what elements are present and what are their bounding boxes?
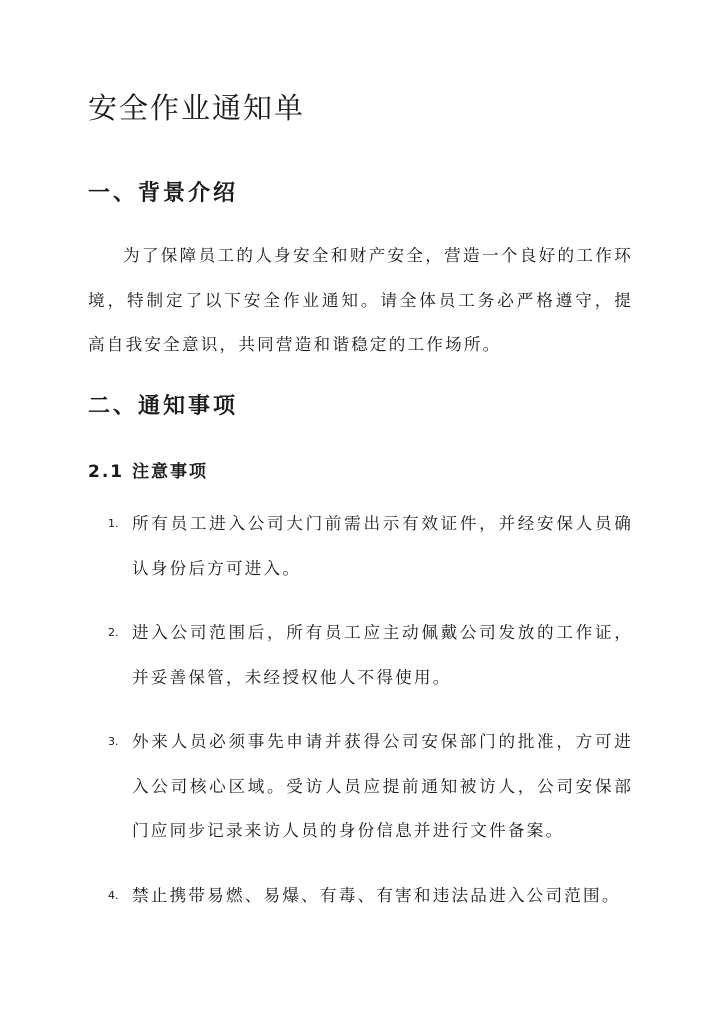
list-item-text: 外来人员必须事先申请并获得公司安保部门的批准，方可进入公司核心区域。受访人员应提前通知被访人，公司安保部门应同步记录来访人员的身份信息并进行文件备案。 — [132, 732, 633, 840]
list-item-number: 2. — [108, 626, 119, 639]
list-item — [88, 720, 633, 854]
list-item — [88, 502, 633, 591]
subsection-heading-precautions: 2.1 注意事项 — [88, 462, 209, 482]
section-heading-notice-items: 二、通知事项 — [88, 394, 239, 419]
list-item — [88, 611, 633, 700]
list-item-number: 3. — [108, 735, 119, 748]
list-item-number: 1. — [108, 517, 119, 530]
list-item-number: 4. — [108, 888, 119, 902]
precautions-list — [88, 502, 633, 938]
background-paragraph: 为了保障员工的人身安全和财产安全，营造一个良好的工作环境，特制定了以下安全作业通知。请全体员工务必严格遵守，提高自我安全意识，共同营造和谐稳定的工作场所。 — [88, 246, 633, 354]
list-item-text: 所有员工进入公司大门前需出示有效证件，并经安保人员确认身份后方可进入。 — [132, 514, 633, 578]
list-item — [88, 874, 633, 919]
list-item-text: 禁止携带易燃、易爆、有毒、有害和违法品进入公司范围。 — [132, 885, 621, 905]
section-heading-background: 一、背景介绍 — [88, 181, 239, 206]
list-item-text: 进入公司范围后，所有员工应主动佩戴公司发放的工作证，并妥善保管，未经授权他人不得使用。 — [132, 623, 633, 687]
document-title: 安全作业通知单 — [88, 91, 306, 125]
